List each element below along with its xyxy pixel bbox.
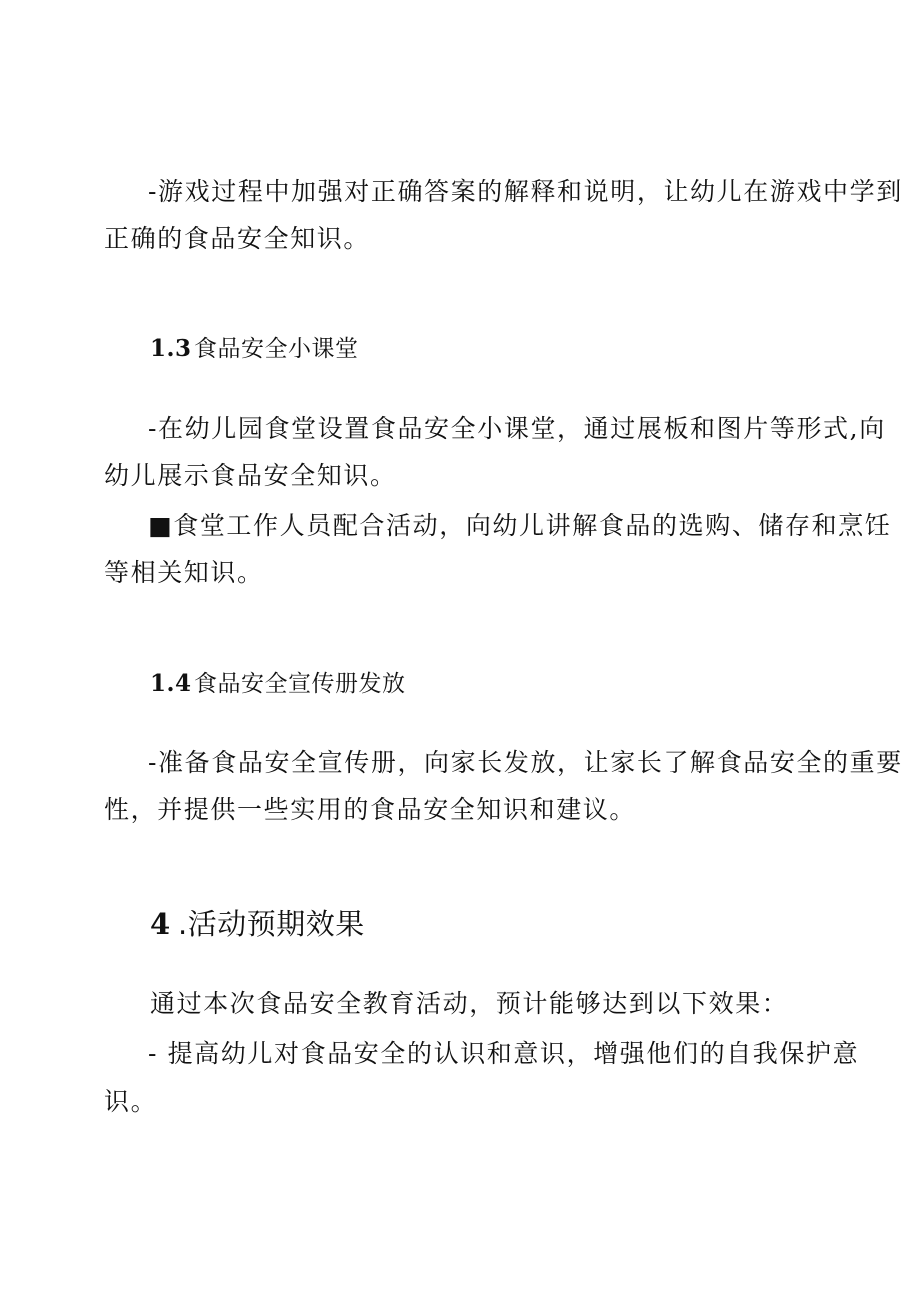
paragraph-line: - 提高幼儿对食品安全的认识和意识，增强他们的自我保护意 bbox=[148, 1039, 860, 1068]
section-heading-1-4 bbox=[150, 668, 406, 700]
paragraph-line: 性，并提供一些实用的食品安全知识和建议。 bbox=[104, 795, 637, 824]
section-number: 4 bbox=[150, 907, 171, 941]
paragraph-line: -准备食品安全宣传册，向家长发放，让家长了解食品安全的重要 bbox=[148, 748, 903, 777]
paragraph-line: 识。 bbox=[104, 1087, 158, 1116]
section-number: 1.4 bbox=[150, 670, 192, 697]
section-title: .活动预期效果 bbox=[178, 907, 365, 941]
section-title: 食品安全小课堂 bbox=[194, 336, 359, 362]
paragraph-line: -游戏过程中加强对正确答案的解释和说明，让幼儿在游戏中学到 bbox=[148, 177, 903, 206]
paragraph-line: 等相关知识。 bbox=[104, 558, 264, 587]
section-title: 食品安全宣传册发放 bbox=[194, 671, 406, 697]
section-heading-1-3 bbox=[150, 333, 359, 365]
paragraph-line: -在幼儿园食堂设置食品安全小课堂，通过展板和图片等形式,向 bbox=[148, 414, 886, 443]
paragraph-line: 正确的食品安全知识。 bbox=[104, 224, 371, 253]
paragraph-line: 通过本次食品安全教育活动，预计能够达到以下效果： bbox=[150, 989, 789, 1018]
section-number: 1.3 bbox=[150, 335, 192, 362]
paragraph-line: 幼儿展示食品安全知识。 bbox=[104, 461, 397, 490]
paragraph-line: ■食堂工作人员配合活动，向幼儿讲解食品的选购、储存和烹饪 bbox=[148, 511, 892, 540]
section-heading-4 bbox=[150, 905, 365, 943]
